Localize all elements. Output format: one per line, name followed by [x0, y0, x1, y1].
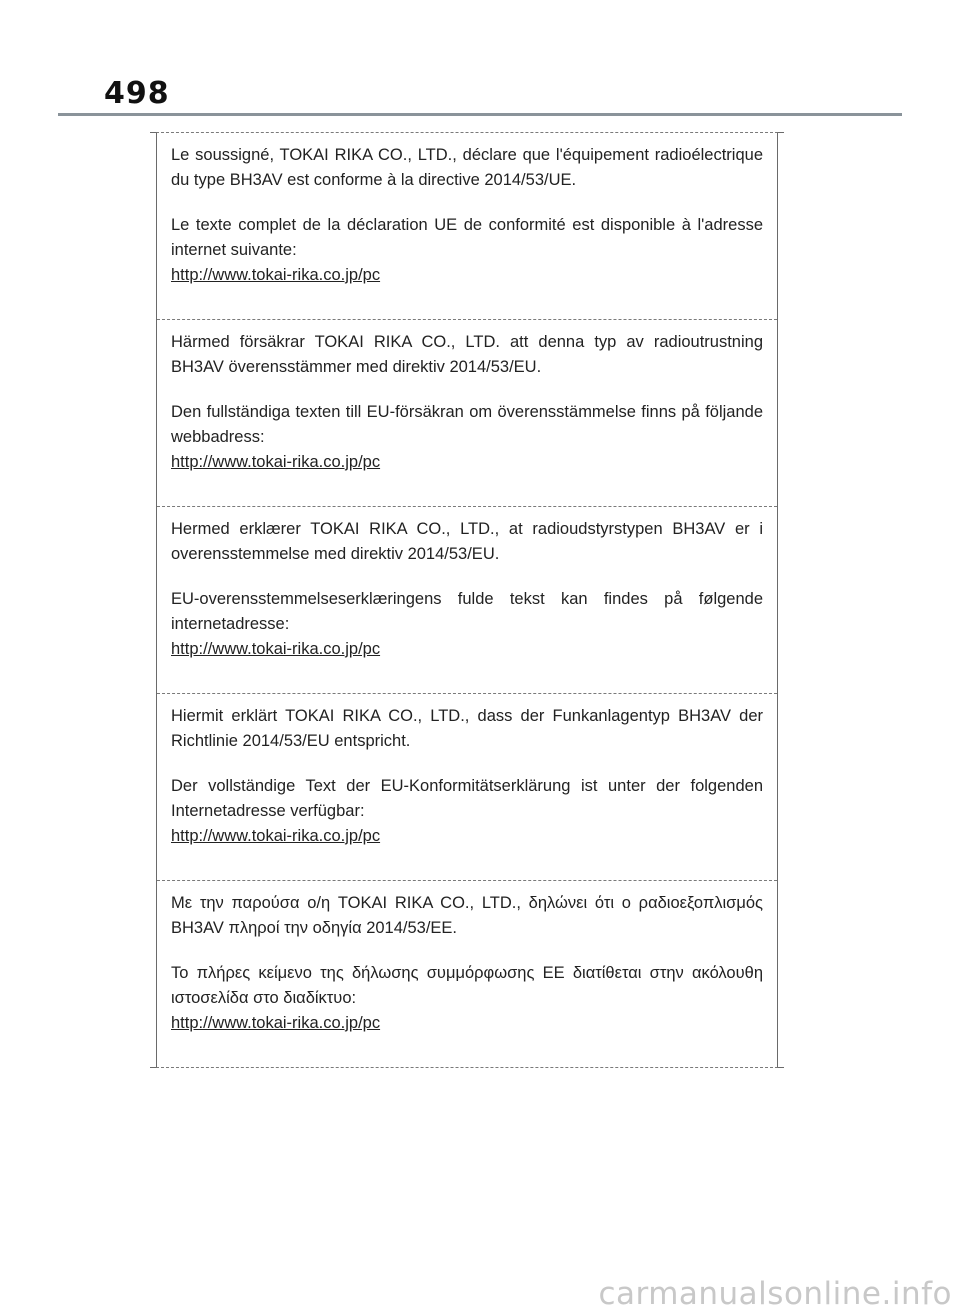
declaration-availability: Den fullständiga texten till EU-försäkran om överensstämmelse finns på följande webbadress: [171, 403, 763, 446]
declaration-availability: Το πλήρες κείμενο της δήλωσης συμμόρφωσης ΕΕ διατίθεται στην ακόλουθη ιστοσελίδα στο διαδίκτυο: [171, 964, 763, 1007]
declaration-url-link[interactable]: http://www.tokai-rika.co.jp/pc [171, 640, 381, 658]
declaration-availability: Le texte complet de la déclaration UE de conformité est disponible à l'adresse internet suivante: [171, 216, 763, 259]
declaration-section-french [157, 133, 777, 320]
footer-watermark: carmanualsonline.info [598, 1276, 952, 1312]
declaration-section-greek [157, 881, 777, 1067]
declaration-url-link[interactable]: http://www.tokai-rika.co.jp/pc [171, 1014, 381, 1032]
declaration-section-german [157, 694, 777, 881]
declaration-statement: Με την παρούσα ο/η TOKAI RIKA CO., LTD., δηλώνει ότι ο ραδιοεξοπλισμός BH3AV πληροί την οδηγία 2014/53/ΕΕ. [171, 894, 763, 937]
declaration-availability: EU-overensstemmelseserklæringens fulde tekst kan findes på følgende internetadresse: [171, 590, 763, 633]
declaration-section-danish [157, 507, 777, 694]
declaration-url-link[interactable]: http://www.tokai-rika.co.jp/pc [171, 266, 381, 284]
declaration-box [156, 132, 778, 1068]
declaration-statement: Härmed försäkrar TOKAI RIKA CO., LTD. att denna typ av radioutrustning BH3AV överensstämmer med direktiv 2014/53/EU. [171, 333, 763, 376]
declaration-url-link[interactable]: http://www.tokai-rika.co.jp/pc [171, 453, 381, 471]
header-rule [58, 113, 902, 116]
declaration-statement: Hiermit erklärt TOKAI RIKA CO., LTD., dass der Funkanlagentyp BH3AV der Richtlinie 2014/53/EU entspricht. [171, 707, 763, 750]
declaration-section-swedish [157, 320, 777, 507]
page-number: 498 [104, 76, 170, 111]
declaration-availability: Der vollständige Text der EU-Konformitätserklärung ist unter der folgenden Internetadresse verfügbar: [171, 777, 763, 820]
declaration-statement: Hermed erklærer TOKAI RIKA CO., LTD., at radioudstyrstypen BH3AV er i overensstemmelse med direktiv 2014/53/EU. [171, 520, 763, 563]
declaration-url-link[interactable]: http://www.tokai-rika.co.jp/pc [171, 827, 381, 845]
declaration-statement: Le soussigné, TOKAI RIKA CO., LTD., déclare que l'équipement radioélectrique du type BH3AV est conforme à la directive 2014/53/UE. [171, 146, 763, 189]
